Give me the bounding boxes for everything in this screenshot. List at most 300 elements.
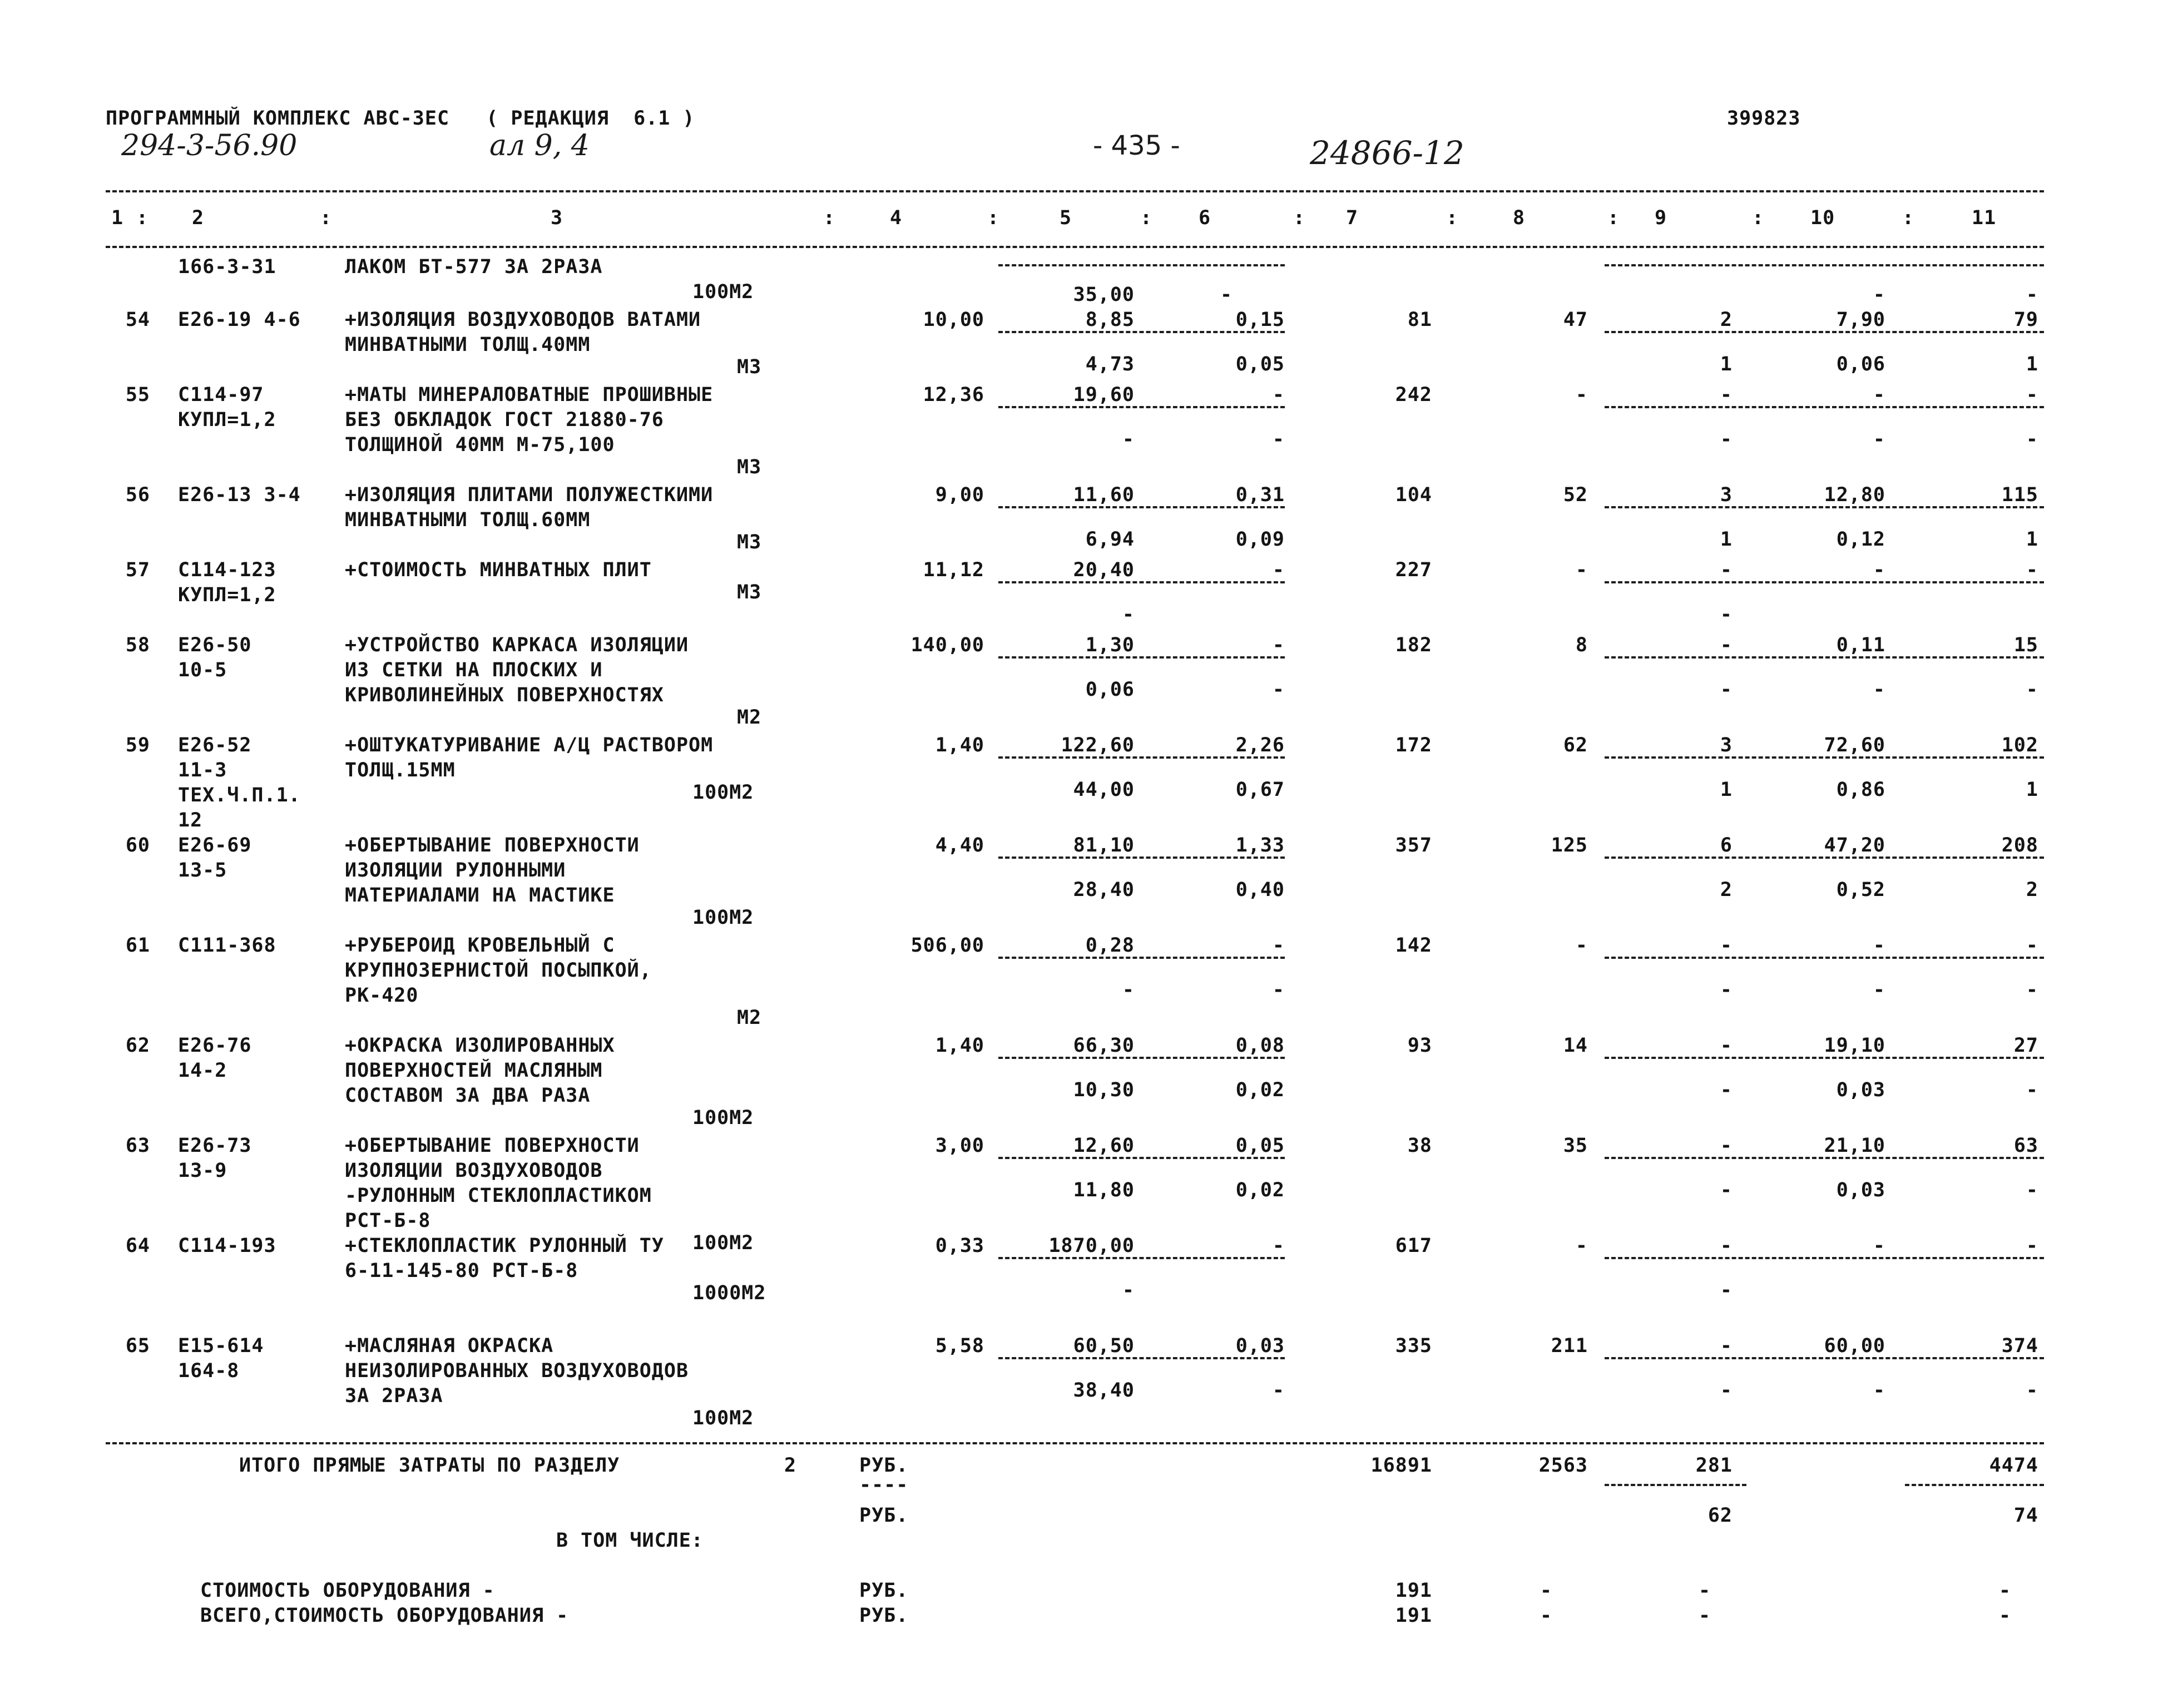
col9-11-divider: [1605, 1057, 2044, 1059]
row-unit: 100М2: [692, 907, 754, 929]
column-separator: :: [1293, 207, 1306, 229]
row-description: 6-11-145-80 РСТ-Б-8: [345, 1260, 578, 1282]
row-number: 56: [125, 484, 150, 506]
row-description: +МАТЫ МИНЕРАЛОВАТНЫЕ ПРОШИВНЫЕ: [345, 384, 714, 406]
column-separator: :: [136, 207, 149, 229]
col9-11-divider: [1605, 331, 2044, 333]
row-machine-wage: 0,05: [1235, 353, 1285, 375]
row-description: ТОЛЩИНОЙ 40ММ М-75,100: [345, 434, 615, 456]
row-price-main: 0,28: [1085, 934, 1135, 957]
equipment-col11: -: [1998, 1580, 2012, 1602]
row-price-wage: -: [1122, 1279, 1135, 1301]
row-description: МИНВАТНЫМИ ТОЛЩ.60ММ: [345, 509, 591, 531]
row-price-wage: 10,30: [1073, 1079, 1135, 1101]
row-col10: 72,60: [1824, 734, 1885, 756]
row-col11: 79: [2013, 309, 2038, 331]
column-header-6: 6: [1199, 207, 1211, 229]
row-col9: 3: [1720, 734, 1733, 756]
column-separator: :: [1446, 207, 1459, 229]
row-unit: 100М2: [692, 1232, 754, 1254]
row-unit: 100М2: [692, 281, 754, 303]
totals-currency: РУБ.: [859, 1454, 909, 1477]
column-separator: :: [823, 207, 836, 229]
row-unit: М3: [737, 356, 762, 378]
totals-label: ИТОГО ПРЯМЫЕ ЗАТРАТЫ ПО РАЗДЕЛУ: [239, 1454, 620, 1477]
row-machine-wage: -: [1272, 679, 1285, 701]
price-divider: [998, 406, 1285, 408]
row-price-wage: -: [1122, 428, 1135, 450]
row-col11: 102: [2001, 734, 2038, 756]
row-description: +РУБЕРОИД КРОВЕЛЬНЫЙ С: [345, 934, 615, 957]
row-col8: 52: [1563, 484, 1588, 506]
row-col9-sub: -: [1720, 1079, 1733, 1101]
row-col8: 35: [1563, 1135, 1588, 1157]
including-label: В ТОМ ЧИСЛЕ:: [556, 1529, 704, 1552]
row-machine-main: 0,05: [1235, 1135, 1285, 1157]
row-unit: 100М2: [692, 781, 754, 804]
col9-11-divider: [1605, 1257, 2044, 1259]
row-price-main: 60,50: [1073, 1335, 1135, 1357]
equipment-total-currency: РУБ.: [859, 1605, 909, 1627]
row-code: E26-69: [178, 834, 252, 857]
row-machine-wage: 0,67: [1235, 779, 1285, 801]
row-quantity: 11,12: [923, 559, 984, 581]
row-price-main: 122,60: [1061, 734, 1135, 756]
row-col11: 208: [2001, 834, 2038, 857]
row-description: +ОБЕРТЫВАНИЕ ПОВЕРХНОСТИ: [345, 1135, 640, 1157]
row-col11-sub: -: [2026, 1079, 2038, 1101]
price-divider: [998, 857, 1285, 859]
row-description: ЛАКОМ БТ-577 ЗА 2РАЗА: [345, 256, 603, 278]
totals-col9-rule: [1605, 1484, 1746, 1486]
row-col9-sub: 2: [1720, 879, 1733, 901]
row-col11: -: [2026, 384, 2038, 406]
row-quantity: 4,40: [935, 834, 984, 857]
row-machine-main: 1,33: [1235, 834, 1285, 857]
totals-col9-b: 62: [1707, 1504, 1733, 1527]
row-col11: -: [2026, 559, 2038, 581]
row-price-wage: -: [1122, 603, 1135, 626]
row-col9: -: [1720, 1335, 1733, 1357]
row-unit: 100М2: [692, 1407, 754, 1429]
row-machine-main: 0,08: [1235, 1034, 1285, 1057]
col9-11-divider: [1605, 1157, 2044, 1159]
row-col7: 227: [1395, 559, 1432, 581]
row-col9-sub: -: [1720, 428, 1733, 450]
col9-11-divider: [1605, 756, 2044, 759]
row-price-wage: 11,80: [1073, 1179, 1135, 1201]
column-separator: :: [1607, 207, 1620, 229]
row-price-wage: 0,06: [1085, 679, 1135, 701]
col9-11-divider: [1605, 957, 2044, 959]
row-description: +СТЕКЛОПЛАСТИК РУЛОННЫЙ ТУ: [345, 1235, 664, 1257]
row-price-main: 1,30: [1085, 634, 1135, 656]
totals-currency-dashes: ----: [859, 1474, 909, 1496]
row-col9: -: [1720, 1235, 1733, 1257]
row-col11-sub: -: [2026, 1179, 2038, 1201]
row-description: +ИЗОЛЯЦИЯ ПЛИТАМИ ПОЛУЖЕСТКИМИ: [345, 484, 714, 506]
header-top-rule: [106, 190, 2044, 192]
row-col8: 62: [1563, 734, 1588, 756]
row-col9: 3: [1720, 484, 1733, 506]
row-col10: -: [1873, 559, 1885, 581]
row-code: 166-3-31: [178, 256, 276, 278]
row-col9-sub: -: [1720, 1179, 1733, 1201]
row-machine-wage: -: [1272, 428, 1285, 450]
row-col9-sub: -: [1720, 1279, 1733, 1301]
row-description: ЗА 2РАЗА: [345, 1385, 443, 1407]
row-machine-main: -: [1272, 934, 1285, 957]
row-machine-main: -: [1272, 559, 1285, 581]
row-description: +СТОИМОСТЬ МИНВАТНЫХ ПЛИТ: [345, 559, 652, 581]
row-col7: 142: [1395, 934, 1432, 957]
row-price-main: 66,30: [1073, 1034, 1135, 1057]
row-quantity: 0,33: [935, 1235, 984, 1257]
row-code: C111-368: [178, 934, 276, 957]
row-machine-main: -: [1272, 384, 1285, 406]
totals-col9: 281: [1695, 1454, 1733, 1477]
row-col11-sub: 1: [2026, 528, 2038, 551]
row-quantity: 5,58: [935, 1335, 984, 1357]
row-col11-sub: -: [2026, 679, 2038, 701]
row-quantity: 3,00: [935, 1135, 984, 1157]
totals-col11-rule: [1905, 1484, 2044, 1486]
row-description: СОСТАВОМ ЗА ДВА РАЗА: [345, 1085, 591, 1107]
row-col9: -: [1720, 1034, 1733, 1057]
column-header-7: 7: [1346, 207, 1359, 229]
row-machine-main: 0,31: [1235, 484, 1285, 506]
column-separator: :: [320, 207, 333, 229]
equipment-col9: -: [1698, 1580, 1711, 1602]
row-col10-sub: -: [1873, 428, 1885, 450]
row-col9: -: [1720, 634, 1733, 656]
row-col8: 14: [1563, 1034, 1588, 1057]
row-unit: 1000М2: [692, 1282, 766, 1304]
totals-section: 2: [784, 1454, 797, 1477]
row-col10: 12,80: [1824, 484, 1885, 506]
row-col9: -: [1720, 384, 1733, 406]
row-code: 11-3: [178, 759, 227, 781]
row-machine-wage: 0,09: [1235, 528, 1285, 551]
row-description: НЕИЗОЛИРОВАННЫХ ВОЗДУХОВОДОВ: [345, 1360, 689, 1382]
row-description: +ИЗОЛЯЦИЯ ВОЗДУХОВОДОВ ВАТАМИ: [345, 309, 701, 331]
row-col10: -: [1873, 384, 1885, 406]
row-machine-wage: -: [1272, 979, 1285, 1001]
column-header-9: 9: [1655, 207, 1667, 229]
col9-11-divider: [1605, 857, 2044, 859]
row-code: КУПЛ=1,2: [178, 584, 276, 606]
row-col10-sub: 0,06: [1836, 353, 1885, 375]
row-unit: М3: [737, 531, 762, 553]
equipment-total-col7: 191: [1395, 1605, 1432, 1627]
row-col10-sub: 0,52: [1836, 879, 1885, 901]
price-divider: [998, 1157, 1285, 1159]
row-col10-sub: -: [1873, 679, 1885, 701]
row-description: ТОЛЩ.15ММ: [345, 759, 456, 781]
row-code: 14-2: [178, 1060, 227, 1082]
row-unit: М3: [737, 456, 762, 478]
price-divider: [998, 756, 1285, 759]
row-description: ИЗОЛЯЦИИ ВОЗДУХОВОДОВ: [345, 1160, 603, 1182]
column-header-2: 2: [192, 207, 205, 229]
column-separator: :: [1752, 207, 1765, 229]
row-col9-sub: 1: [1720, 779, 1733, 801]
row-quantity: 140,00: [910, 634, 984, 656]
row-code: E15-614: [178, 1335, 264, 1357]
row-number: 64: [125, 1235, 150, 1257]
row-col9: -: [1720, 1135, 1733, 1157]
row-quantity: 9,00: [935, 484, 984, 506]
row-col11-sub: 2: [2026, 879, 2038, 901]
price-divider: [998, 1257, 1285, 1259]
row-unit: М2: [737, 706, 762, 729]
row-number: 58: [125, 634, 150, 656]
price-divider: [998, 1057, 1285, 1059]
row-unit: М3: [737, 581, 762, 603]
row-number: 57: [125, 559, 150, 581]
row-col7: 617: [1395, 1235, 1432, 1257]
price-divider: [998, 581, 1285, 583]
row-quantity: 1,40: [935, 734, 984, 756]
row-col10-sub: -: [1873, 979, 1885, 1001]
row-code: 13-9: [178, 1160, 227, 1182]
row-price-main: 19,60: [1073, 384, 1135, 406]
equipment-total-col8: -: [1540, 1605, 1553, 1627]
row-col11-sub: 1: [2026, 779, 2038, 801]
equipment-total-col11: -: [1998, 1605, 2012, 1627]
row-col10: -: [1873, 934, 1885, 957]
totals-top-rule: [106, 1442, 2044, 1444]
totals-currency-2: РУБ.: [859, 1504, 909, 1527]
album-ref: ал 9, 4: [489, 129, 590, 162]
totals-col7: 16891: [1370, 1454, 1432, 1477]
row-col10: 0,11: [1836, 634, 1885, 656]
row-number: 60: [125, 834, 150, 857]
price-divider: [998, 506, 1285, 508]
col9-11-divider: [1605, 406, 2044, 408]
row-number: 62: [125, 1034, 150, 1057]
row-code: 10-5: [178, 659, 227, 681]
column-separator: :: [1902, 207, 1915, 229]
row-unit: М2: [737, 1007, 762, 1029]
column-header-3: 3: [551, 207, 563, 229]
row-machine-wage: 0,02: [1235, 1179, 1285, 1201]
row-code: C114-193: [178, 1235, 276, 1257]
row-col7: 242: [1395, 384, 1432, 406]
header-bottom-rule: [106, 246, 2044, 248]
row-price-main: 35,00: [1073, 284, 1135, 306]
row-price-wage: 44,00: [1073, 779, 1135, 801]
sheet-code: 24866-12: [1310, 134, 1464, 172]
row-description: ПОВЕРХНОСТЕЙ МАСЛЯНЫМ: [345, 1060, 603, 1082]
row-machine-main: 2,26: [1235, 734, 1285, 756]
row-code: E26-50: [178, 634, 252, 656]
price-divider: [998, 1357, 1285, 1359]
col9-11-divider: [1605, 264, 2044, 266]
row-code: E26-52: [178, 734, 252, 756]
page-number: - 435 -: [1093, 130, 1180, 161]
row-col11: 63: [2013, 1135, 2038, 1157]
row-number: 65: [125, 1335, 150, 1357]
row-code: C114-97: [178, 384, 264, 406]
row-col10-sub: 0,12: [1836, 528, 1885, 551]
row-col8: -: [1575, 1235, 1588, 1257]
row-description: ИЗ СЕТКИ НА ПЛОСКИХ И: [345, 659, 603, 681]
equipment-total-label: ВСЕГО,СТОИМОСТЬ ОБОРУДОВАНИЯ -: [200, 1605, 569, 1627]
row-description: ИЗОЛЯЦИИ РУЛОННЫМИ: [345, 859, 566, 882]
price-divider: [998, 656, 1285, 659]
row-code: 13-5: [178, 859, 227, 882]
row-col10: 47,20: [1824, 834, 1885, 857]
equipment-label: СТОИМОСТЬ ОБОРУДОВАНИЯ -: [200, 1580, 495, 1602]
row-col10: 60,00: [1824, 1335, 1885, 1357]
row-description: КРУПНОЗЕРНИСТОЙ ПОСЫПКОЙ,: [345, 959, 652, 982]
row-description: РК-420: [345, 984, 419, 1007]
row-price-main: 81,10: [1073, 834, 1135, 857]
row-col9-sub: 1: [1720, 528, 1733, 551]
row-description: РСТ-Б-8: [345, 1210, 431, 1232]
row-machine-main: 0,03: [1235, 1335, 1285, 1357]
row-price-wage: 38,40: [1073, 1379, 1135, 1402]
row-col9: 6: [1720, 834, 1733, 857]
row-code: C114-123: [178, 559, 276, 581]
row-col11-sub: -: [2026, 1379, 2038, 1402]
col9-11-divider: [1605, 506, 2044, 508]
row-description: МИНВАТНЫМИ ТОЛЩ.40ММ: [345, 334, 591, 356]
equipment-currency: РУБ.: [859, 1580, 909, 1602]
row-unit: 100М2: [692, 1107, 754, 1129]
row-col10-sub: -: [1873, 1379, 1885, 1402]
row-col10: 19,10: [1824, 1034, 1885, 1057]
row-col9-sub: -: [1720, 979, 1733, 1001]
row-col7: 81: [1407, 309, 1432, 331]
row-col10: 7,90: [1836, 309, 1885, 331]
row-machine-main: 0,15: [1235, 309, 1285, 331]
row-col8: -: [1575, 934, 1588, 957]
row-col10-sub: 0,86: [1836, 779, 1885, 801]
row-description: +ОБЕРТЫВАНИЕ ПОВЕРХНОСТИ: [345, 834, 640, 857]
price-divider: [998, 331, 1285, 333]
row-price-main: 1870,00: [1048, 1235, 1135, 1257]
row-number: 55: [125, 384, 150, 406]
row-col7: 93: [1407, 1034, 1432, 1057]
row-price-wage: 6,94: [1085, 528, 1135, 551]
totals-col8: 2563: [1538, 1454, 1588, 1477]
row-machine-main: -: [1272, 1235, 1285, 1257]
row-price-main: 12,60: [1073, 1135, 1135, 1157]
column-header-1: 1: [111, 207, 124, 229]
row-code: E26-76: [178, 1034, 252, 1057]
row-code: КУПЛ=1,2: [178, 409, 276, 431]
col9-11-divider: [1605, 1357, 2044, 1359]
row-price-main: 8,85: [1085, 309, 1135, 331]
column-header-4: 4: [890, 207, 903, 229]
row-col7: 182: [1395, 634, 1432, 656]
equipment-col7: 191: [1395, 1580, 1432, 1602]
col9-11-divider: [1605, 656, 2044, 659]
row-col10-sub: 0,03: [1836, 1079, 1885, 1101]
row-col7: 104: [1395, 484, 1432, 506]
row-col9-sub: -: [1720, 679, 1733, 701]
equipment-total-col9: -: [1698, 1605, 1711, 1627]
column-header-11: 11: [1972, 207, 1997, 229]
row-description: КРИВОЛИНЕЙНЫХ ПОВЕРХНОСТЯХ: [345, 684, 664, 706]
row-description: +МАСЛЯНАЯ ОКРАСКА: [345, 1335, 554, 1357]
doc-number: 399823: [1727, 107, 1801, 130]
row-machine-main: -: [1272, 634, 1285, 656]
row-price-wage: -: [1122, 979, 1135, 1001]
row-code: E26-19 4-6: [178, 309, 301, 331]
row-col7: 38: [1407, 1135, 1432, 1157]
row-col11-sub: 1: [2026, 353, 2038, 375]
row-col8: 125: [1551, 834, 1588, 857]
row-code: 12: [178, 809, 203, 831]
row-quantity: 1,40: [935, 1034, 984, 1057]
row-description: +ОКРАСКА ИЗОЛИРОВАННЫХ: [345, 1034, 615, 1057]
row-quantity: 506,00: [910, 934, 984, 957]
row-code: E26-13 3-4: [178, 484, 301, 506]
column-separator: :: [987, 207, 1000, 229]
row-col10: -: [1873, 1235, 1885, 1257]
row-col11: -: [2026, 284, 2038, 306]
totals-col11-b: 74: [2013, 1504, 2038, 1527]
row-col9: -: [1720, 559, 1733, 581]
row-description: -РУЛОННЫМ СТЕКЛОПЛАСТИКОМ: [345, 1185, 652, 1207]
row-col8: 211: [1551, 1335, 1588, 1357]
row-col8: 47: [1563, 309, 1588, 331]
row-price-main: 11,60: [1073, 484, 1135, 506]
row-col9-sub: 1: [1720, 353, 1733, 375]
price-divider: [998, 264, 1285, 266]
row-col8: -: [1575, 559, 1588, 581]
row-col11: 27: [2013, 1034, 2038, 1057]
row-price-wage: 28,40: [1073, 879, 1135, 901]
row-quantity: 12,36: [923, 384, 984, 406]
row-machine-wage: 0,02: [1235, 1079, 1285, 1101]
row-description: +УСТРОЙСТВО КАРКАСА ИЗОЛЯЦИИ: [345, 634, 689, 656]
row-number: 61: [125, 934, 150, 957]
row-number: 54: [125, 309, 150, 331]
row-price-main: 20,40: [1073, 559, 1135, 581]
price-divider: [998, 957, 1285, 959]
row-col9-sub: -: [1720, 603, 1733, 626]
equipment-col8: -: [1540, 1580, 1553, 1602]
row-col9-sub: -: [1720, 1379, 1733, 1402]
row-col11: 115: [2001, 484, 2038, 506]
row-code: ТЕХ.Ч.П.1.: [178, 784, 301, 806]
row-col10: 21,10: [1824, 1135, 1885, 1157]
row-number: 59: [125, 734, 150, 756]
row-col9: 2: [1720, 309, 1733, 331]
column-header-8: 8: [1513, 207, 1526, 229]
row-col11: 374: [2001, 1335, 2038, 1357]
column-header-10: 10: [1810, 207, 1835, 229]
row-description: БЕЗ ОБКЛАДОК ГОСТ 21880-76: [345, 409, 664, 431]
row-machine-wage: -: [1272, 1379, 1285, 1402]
column-header-5: 5: [1060, 207, 1072, 229]
row-col10-sub: 0,03: [1836, 1179, 1885, 1201]
row-col8: 8: [1575, 634, 1588, 656]
row-code: E26-73: [178, 1135, 252, 1157]
row-col7: 357: [1395, 834, 1432, 857]
row-col11: 15: [2013, 634, 2038, 656]
row-col11-sub: -: [2026, 428, 2038, 450]
row-number: 63: [125, 1135, 150, 1157]
column-separator: :: [1140, 207, 1153, 229]
row-code: 164-8: [178, 1360, 240, 1382]
totals-col11: 4474: [1989, 1454, 2038, 1477]
project-code: 294-3-56.90: [121, 129, 298, 162]
